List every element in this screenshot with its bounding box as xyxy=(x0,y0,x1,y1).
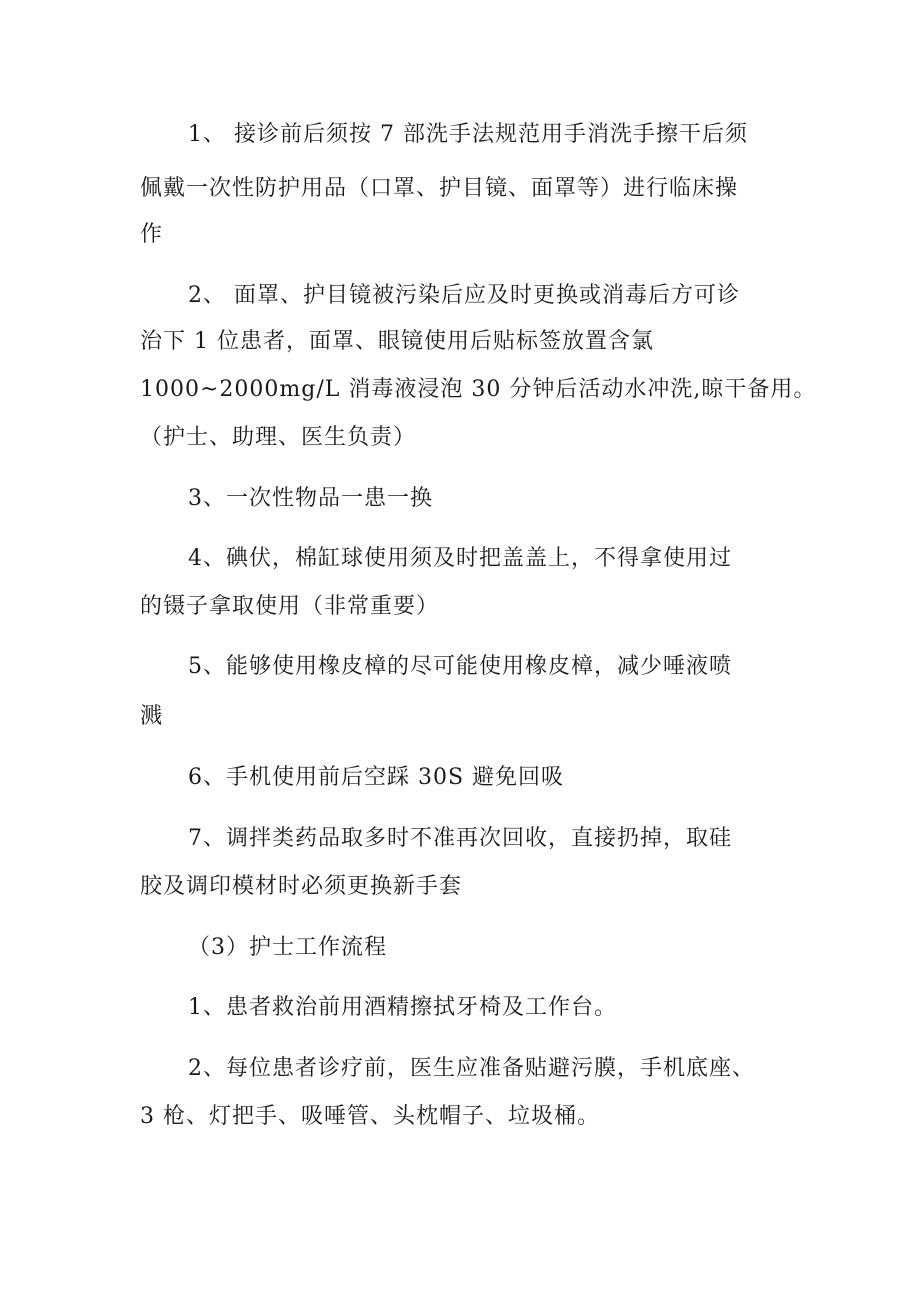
paragraph-8-line-1: 1、患者救治前用酒精擦拭牙椅及工作台。 xyxy=(188,995,617,1020)
paragraph-2-line-2: 治下 1 位患者，面罩、眼镜使用后贴标签放置含氯 xyxy=(140,329,654,354)
paragraph-3-line-1: 3、一次性物品一患一换 xyxy=(188,486,433,511)
paragraph-2-line-1: 2、 面罩、护目镜被污染后应及时更换或消毒后方可诊 xyxy=(188,283,740,308)
paragraph-9-line-1: 2、每位患者诊疗前，医生应准备贴避污膜，手机底座、 xyxy=(188,1056,755,1081)
paragraph-2-line-3: 1000~2000mg/L 消毒液浸泡 30 分钟后活动水冲洗,晾干备用。 xyxy=(140,377,817,402)
paragraph-1-line-2: 佩戴一次性防护用品（口罩、护目镜、面罩等）进行临床操 xyxy=(140,176,739,201)
paragraph-6-line-1: 6、手机使用前后空踩 30S 避免回吸 xyxy=(188,765,565,790)
paragraph-4-line-2: 的镊子拿取使用（非常重要） xyxy=(140,594,440,619)
paragraph-4-line-1: 4、碘伏，棉缸球使用须及时把盖盖上，不得拿使用过 xyxy=(188,546,732,571)
paragraph-9-line-2: 3 枪、灯把手、吸唾管、头枕帽子、垃圾桶。 xyxy=(140,1104,600,1129)
paragraph-7-line-1: 7、调拌类药品取多时不准再次回收，直接扔掉，取硅 xyxy=(188,826,732,851)
paragraph-1-line-3: 作 xyxy=(140,222,164,247)
paragraph-1-line-1: 1、 接诊前后须按 7 部洗手法规范用手消洗手擦干后须 xyxy=(188,122,748,147)
paragraph-7-line-2: 胶及调印模材时必须更换新手套 xyxy=(140,874,463,899)
paragraph-5-line-1: 5、能够使用橡皮樟的尽可能使用橡皮樟，减少唾液喷 xyxy=(188,654,732,679)
paragraph-5-line-2: 溅 xyxy=(140,704,164,729)
section-heading: （3）护士工作流程 xyxy=(188,935,387,960)
paragraph-2-line-4: （护士、助理、医生负责） xyxy=(140,425,417,450)
